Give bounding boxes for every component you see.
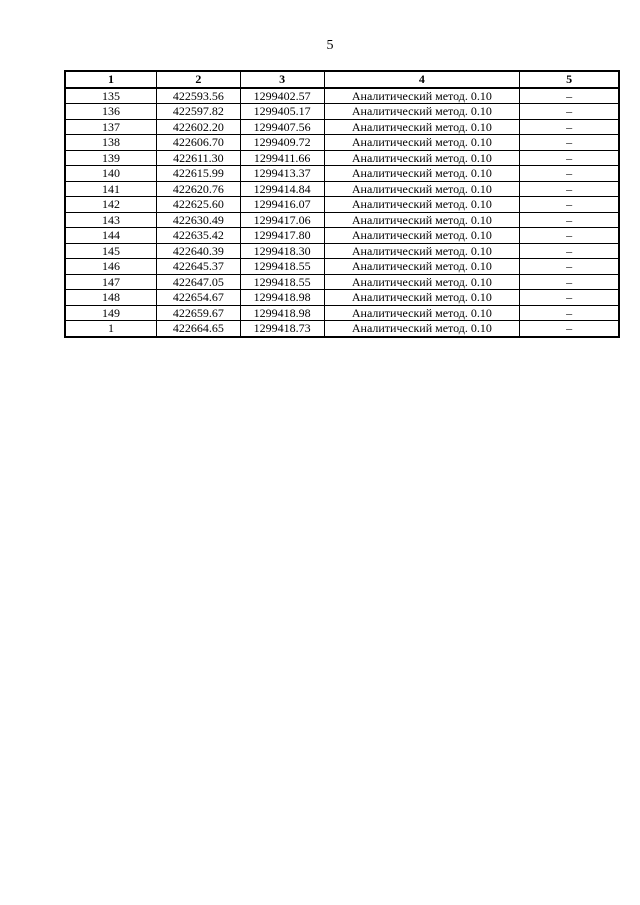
note-cell: – [520,88,619,104]
table-row [65,181,619,197]
method-cell: Аналитический метод. 0.10 [324,119,520,135]
method-cell: Аналитический метод. 0.10 [324,104,520,120]
x-coordinate-cell: 422602.20 [156,119,240,135]
point-number-cell: 142 [65,197,156,213]
table-row [65,290,619,306]
method-cell: Аналитический метод. 0.10 [324,243,520,259]
x-coordinate-cell: 422606.70 [156,135,240,151]
page-number: 5 [326,38,334,53]
x-coordinate-cell: 422597.82 [156,104,240,120]
point-number-cell: 149 [65,305,156,321]
point-number-cell: 144 [65,228,156,244]
note-cell: – [520,321,619,337]
method-cell: Аналитический метод. 0.10 [324,135,520,151]
y-coordinate-cell: 1299418.98 [240,290,324,306]
x-coordinate-cell: 422659.67 [156,305,240,321]
note-cell: – [520,181,619,197]
point-number-cell: 143 [65,212,156,228]
column-header: 4 [324,71,520,88]
table-header-row [65,71,619,88]
x-coordinate-cell: 422593.56 [156,88,240,104]
column-header: 3 [240,71,324,88]
y-coordinate-cell: 1299402.57 [240,88,324,104]
method-cell: Аналитический метод. 0.10 [324,228,520,244]
y-coordinate-cell: 1299411.66 [240,150,324,166]
y-coordinate-cell: 1299409.72 [240,135,324,151]
column-header: 2 [156,71,240,88]
table-row [65,212,619,228]
y-coordinate-cell: 1299417.80 [240,228,324,244]
x-coordinate-cell: 422625.60 [156,197,240,213]
x-coordinate-cell: 422647.05 [156,274,240,290]
note-cell: – [520,166,619,182]
table-row [65,259,619,275]
table-row [65,166,619,182]
coordinates-table [64,70,620,338]
method-cell: Аналитический метод. 0.10 [324,181,520,197]
note-cell: – [520,135,619,151]
y-coordinate-cell: 1299413.37 [240,166,324,182]
column-header: 1 [65,71,156,88]
y-coordinate-cell: 1299418.30 [240,243,324,259]
x-coordinate-cell: 422620.76 [156,181,240,197]
note-cell: – [520,305,619,321]
x-coordinate-cell: 422635.42 [156,228,240,244]
note-cell: – [520,228,619,244]
x-coordinate-cell: 422615.99 [156,166,240,182]
y-coordinate-cell: 1299418.55 [240,274,324,290]
method-cell: Аналитический метод. 0.10 [324,259,520,275]
y-coordinate-cell: 1299417.06 [240,212,324,228]
table-row [65,119,619,135]
table-row [65,135,619,151]
note-cell: – [520,259,619,275]
table-row [65,88,619,104]
table-row [65,104,619,120]
method-cell: Аналитический метод. 0.10 [324,274,520,290]
x-coordinate-cell: 422611.30 [156,150,240,166]
y-coordinate-cell: 1299414.84 [240,181,324,197]
table-row [65,228,619,244]
method-cell: Аналитический метод. 0.10 [324,212,520,228]
x-coordinate-cell: 422654.67 [156,290,240,306]
y-coordinate-cell: 1299405.17 [240,104,324,120]
point-number-cell: 141 [65,181,156,197]
method-cell: Аналитический метод. 0.10 [324,88,520,104]
method-cell: Аналитический метод. 0.10 [324,290,520,306]
note-cell: – [520,150,619,166]
method-cell: Аналитический метод. 0.10 [324,305,520,321]
table-row [65,150,619,166]
method-cell: Аналитический метод. 0.10 [324,166,520,182]
note-cell: – [520,104,619,120]
y-coordinate-cell: 1299418.98 [240,305,324,321]
point-number-cell: 146 [65,259,156,275]
x-coordinate-cell: 422664.65 [156,321,240,337]
point-number-cell: 136 [65,104,156,120]
y-coordinate-cell: 1299418.55 [240,259,324,275]
x-coordinate-cell: 422645.37 [156,259,240,275]
table-row [65,197,619,213]
point-number-cell: 140 [65,166,156,182]
point-number-cell: 147 [65,274,156,290]
note-cell: – [520,243,619,259]
x-coordinate-cell: 422640.39 [156,243,240,259]
note-cell: – [520,197,619,213]
table-body [65,88,619,337]
table-row [65,243,619,259]
method-cell: Аналитический метод. 0.10 [324,150,520,166]
note-cell: – [520,212,619,228]
y-coordinate-cell: 1299407.56 [240,119,324,135]
point-number-cell: 135 [65,88,156,104]
y-coordinate-cell: 1299418.73 [240,321,324,337]
method-cell: Аналитический метод. 0.10 [324,197,520,213]
table-row [65,305,619,321]
column-header: 5 [520,71,619,88]
point-number-cell: 145 [65,243,156,259]
method-cell: Аналитический метод. 0.10 [324,321,520,337]
note-cell: – [520,290,619,306]
x-coordinate-cell: 422630.49 [156,212,240,228]
table-row [65,321,619,337]
note-cell: – [520,119,619,135]
point-number-cell: 138 [65,135,156,151]
y-coordinate-cell: 1299416.07 [240,197,324,213]
point-number-cell: 148 [65,290,156,306]
table-row [65,274,619,290]
point-number-cell: 1 [65,321,156,337]
note-cell: – [520,274,619,290]
point-number-cell: 137 [65,119,156,135]
point-number-cell: 139 [65,150,156,166]
